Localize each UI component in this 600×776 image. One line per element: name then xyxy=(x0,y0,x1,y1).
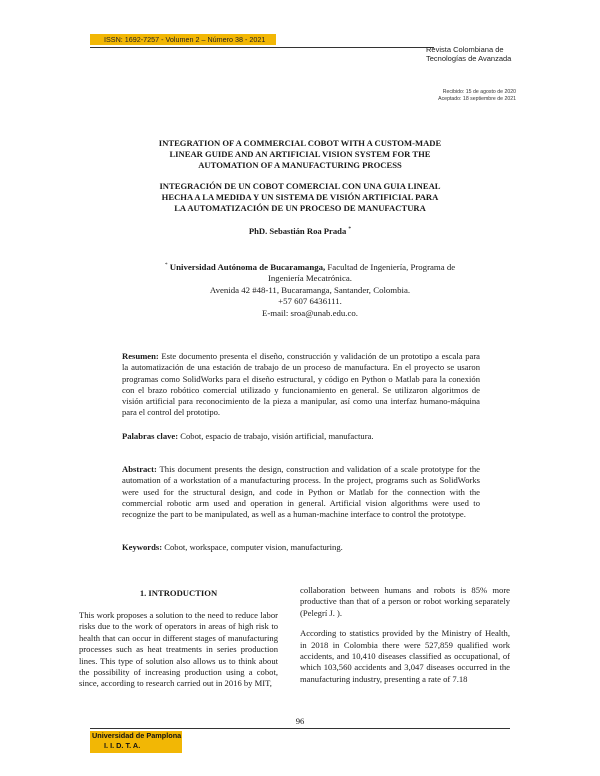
author-name: PhD. Sebastián Roa Prada xyxy=(248,226,347,236)
author-mark: * xyxy=(348,226,352,233)
affiliation-mark: * xyxy=(164,262,168,268)
title-en-line-3: AUTOMATION OF A MANUFACTURING PROCESS xyxy=(198,160,402,170)
abstract-paragraph xyxy=(122,464,480,520)
issn-text: ISSN: 1692-7257 - Volumen 2 – Número 38 - 2021 xyxy=(104,35,266,44)
journal-line-1: Revista Colombiana de xyxy=(426,45,504,54)
palabras-label: Palabras clave: xyxy=(122,431,179,441)
keywords-label: Keywords: xyxy=(122,542,163,552)
title-english xyxy=(100,138,500,171)
left-column xyxy=(79,610,278,699)
title-spanish xyxy=(100,181,500,214)
journal-name xyxy=(426,45,511,63)
title-es-line-3: LA AUTOMATIZACIÓN DE UN PROCESO DE MANUFACTURA xyxy=(174,203,426,213)
university-banner xyxy=(90,731,182,753)
resumen-text: Este documento presenta el diseño, construcción y validación de un prototipo a escala para la automatización de una estación de trabajo de un proceso de manufactura. En el proyecto se usaron programas como SolidWorks para el diseño estructural, y código en Python o Matlab para la conexión con el brazo robótico comercial utilizado y funcionamiento en general. Se utilizaron algoritmos de visión artificial para reconocimiento de la pieza a manipular, así como una interfaz humano-máquina para el control del prototipo. xyxy=(122,351,480,418)
affiliation-faculty: Facultad de Ingeniería, Programa de xyxy=(325,261,456,272)
author xyxy=(100,226,500,236)
affiliation-address: Avenida 42 #48-11, Bucaramanga, Santander, Colombia. xyxy=(209,284,411,295)
affiliation-university: Universidad Autónoma de Bucaramanga, xyxy=(169,261,326,272)
journal-line-2: Tecnologías de Avanzada xyxy=(426,54,512,63)
abstract-text: This document presents the design, construction and validation of a scale prototype for the automation of a workstation of a manufacturing process. In the project, programs such as SolidWorks were used for the structural design, and code in Python or Matlab for the connection with the commercial robotic arm used and operation in general. Artificial vision algorithms were used to recognize the part to be manipulated, as well as a human-machine interface to control the prototype. xyxy=(122,464,480,520)
resumen-label: Resumen: xyxy=(122,351,159,361)
palabras-clave-paragraph xyxy=(122,431,480,442)
footer-rule xyxy=(90,728,510,729)
palabras-text: Cobot, espacio de trabajo, visión artificial, manufactura. xyxy=(178,431,374,441)
affiliation-line-1 xyxy=(140,260,480,273)
right-column xyxy=(300,585,510,694)
issn-banner xyxy=(90,34,276,45)
affiliation xyxy=(140,260,480,319)
abstract-label: Abstract: xyxy=(122,464,157,474)
intro-paragraph-1: This work proposes a solution to the need to reduce labor risks due to the work of operators in areas of high risk to health that can occur in different stages of manufacturing processes such as heat treatments in series production lines. This type of solution also allows us to think about the possibility of increasing production using a cobot, since, according to research carried out in 2016 by MIT, xyxy=(79,610,278,689)
section-heading-introduction: 1. INTRODUCTION xyxy=(139,588,218,598)
university-institute: I. I. D. T. A. xyxy=(104,741,141,750)
title-en-line-1: INTEGRATION OF A COMMERCIAL COBOT WITH A CUSTOM-MADE xyxy=(158,138,442,148)
submission-dates xyxy=(438,89,516,103)
accepted-date: Aceptado: 18 septiembre de 2021 xyxy=(438,96,516,102)
title-es-line-1: INTEGRACIÓN DE UN COBOT COMERCIAL CON UNA GUIA LINEAL xyxy=(159,181,441,191)
resumen-paragraph xyxy=(122,351,480,419)
keywords-text: Cobot, workspace, computer vision, manufacturing. xyxy=(162,542,343,552)
header-rule xyxy=(90,47,434,48)
received-date: Recibido: 15 de agosto de 2020 xyxy=(442,89,516,95)
page-number: 96 xyxy=(295,716,305,726)
affiliation-email: E-mail: sroa@unab.edu.co. xyxy=(261,307,359,318)
title-en-line-2: LINEAR GUIDE AND AN ARTIFICIAL VISION SYSTEM FOR THE xyxy=(169,149,431,159)
intro-paragraph-3: According to statistics provided by the Ministry of Health, in 2018 in Colombia there were 527,859 qualified work accidents, and 10,410 diseases classified as occupational, of which 103,560 accidents and 3,047 diseases occurred in the manufacturing industry, presenting a rate of 7.18 xyxy=(300,628,510,684)
title-es-line-2: HECHA A LA MEDIDA Y UN SISTEMA DE VISIÓN ARTIFICIAL PARA xyxy=(161,192,439,202)
university-name: Universidad de Pamplona xyxy=(92,731,182,740)
intro-paragraph-2: collaboration between humans and robots is 85% more productive than that of a person or robot working separately (Pelegrí J. ). xyxy=(300,585,510,618)
affiliation-line-2: Ingeniería Mecatrónica. xyxy=(267,273,352,284)
keywords-paragraph xyxy=(122,542,480,553)
affiliation-phone: +57 607 6436111. xyxy=(278,296,342,307)
